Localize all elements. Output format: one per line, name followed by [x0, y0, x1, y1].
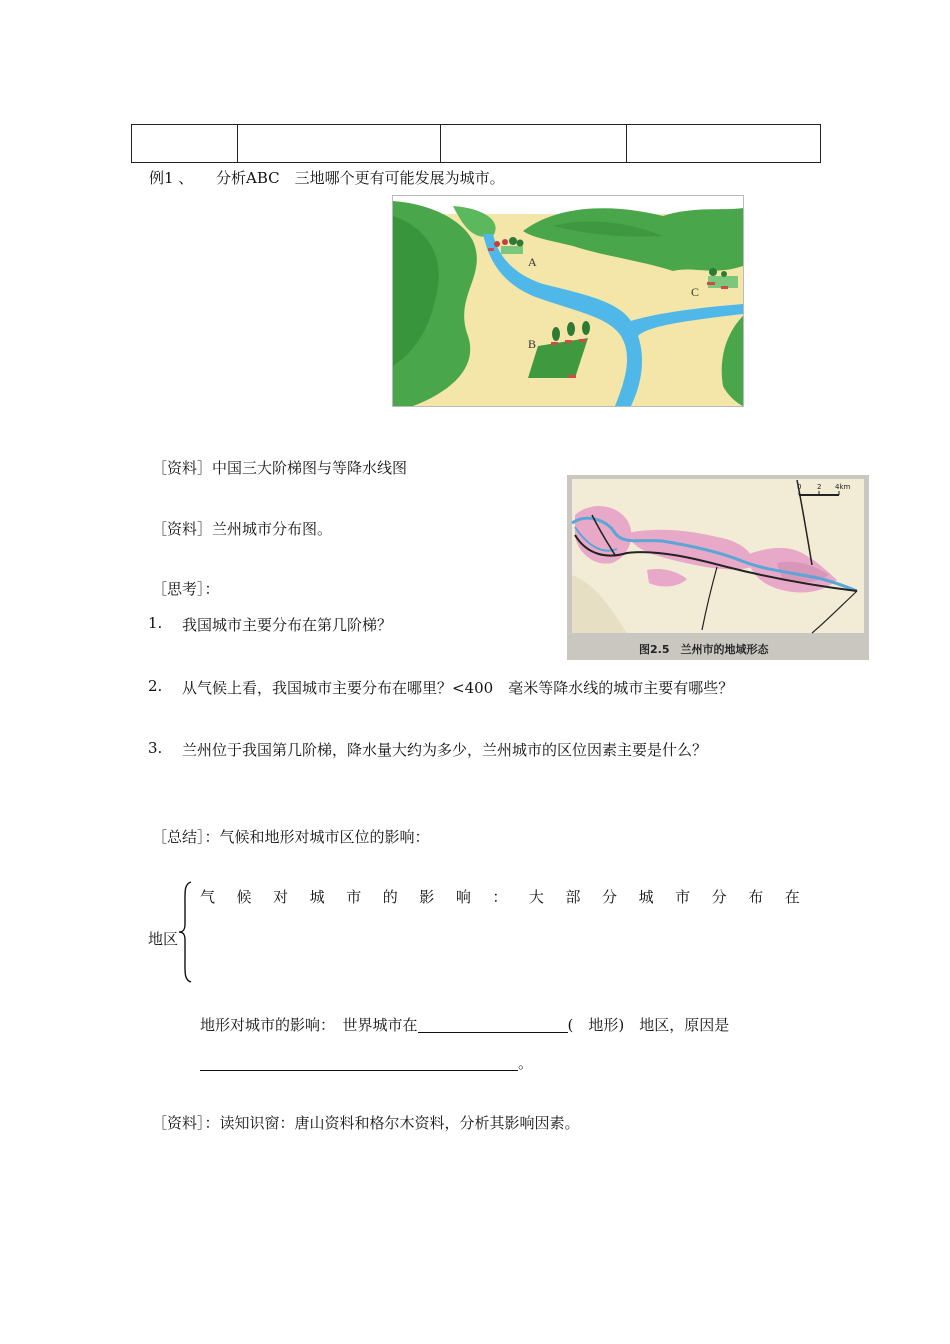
scale-label-2: 2	[817, 483, 822, 491]
climate-char: ：	[492, 888, 508, 906]
climate-char: 部	[565, 888, 581, 906]
climate-char: 对	[273, 888, 289, 906]
question-3-text: 兰州位于我国第几阶梯，降水量大约为多少，兰州城市的区位因素主要是什么？	[182, 741, 708, 759]
table-row	[132, 125, 821, 163]
question-1-text: 我国城市主要分布在第几阶梯？	[182, 616, 393, 634]
table-cell	[238, 125, 441, 163]
scale-label-0: 0	[797, 483, 802, 491]
question-1-number: 1.	[148, 614, 163, 632]
reason-blank[interactable]	[200, 1055, 518, 1071]
question-2-text: 从气候上看，我国城市主要分布在哪里？<400 毫米等降水线的城市主要有哪些？	[182, 679, 734, 697]
summary-heading: ［总结］：气候和地形对城市区位的影响：	[152, 828, 430, 846]
climate-char: 在	[784, 888, 800, 906]
curly-brace	[178, 880, 194, 984]
example-label: 例1 、	[149, 169, 194, 187]
question-2-number: 2.	[148, 677, 163, 695]
climate-char: 的	[382, 888, 398, 906]
top-table	[131, 124, 821, 163]
climate-char: 影	[419, 888, 435, 906]
map-label-a: A	[528, 255, 537, 269]
climate-char: 布	[748, 888, 764, 906]
climate-char: 分	[602, 888, 618, 906]
climate-char: 响	[455, 888, 471, 906]
climate-char: 市	[346, 888, 362, 906]
table-cell	[132, 125, 238, 163]
reason-line	[200, 1052, 533, 1073]
map-label-b: B	[528, 337, 537, 351]
question-3-number: 3.	[148, 739, 163, 757]
climate-influence-line	[200, 886, 800, 907]
climate-char: 分	[711, 888, 727, 906]
climate-char: 城	[309, 888, 325, 906]
region-label: 地区	[148, 930, 179, 948]
climate-char: 气	[200, 888, 216, 906]
table-cell	[627, 125, 821, 163]
material-1: ［资料］中国三大阶梯图与等降水线图	[152, 459, 408, 477]
climate-char: 市	[675, 888, 691, 906]
reason-end: 。	[518, 1054, 534, 1072]
map-label-c: C	[691, 285, 700, 299]
terrain-blank[interactable]	[418, 1017, 568, 1033]
table-cell	[441, 125, 627, 163]
terrain-mid: ( 地形) 地区，原因是	[567, 1016, 730, 1034]
think-heading: ［思考］：	[152, 580, 220, 598]
climate-char: 大	[528, 888, 544, 906]
scale-label-4km: 4km	[835, 483, 851, 491]
lanzhou-map-figure	[567, 475, 869, 660]
example-question: 分析ABC 三地哪个更有可能发展为城市。	[216, 169, 505, 187]
material-2: ［资料］兰州城市分布图。	[152, 520, 333, 538]
lanzhou-map-caption: 图2.5 兰州市的地域形态	[639, 643, 769, 656]
material-3: ［资料］：读知识窗：唐山资料和格尔木资料，分析其影响因素。	[152, 1114, 580, 1132]
climate-char: 候	[236, 888, 252, 906]
abc-landscape-figure	[392, 195, 744, 407]
climate-char: 城	[638, 888, 654, 906]
terrain-influence-line	[200, 1014, 729, 1035]
terrain-prefix: 地形对城市的影响： 世界城市在	[200, 1016, 418, 1034]
